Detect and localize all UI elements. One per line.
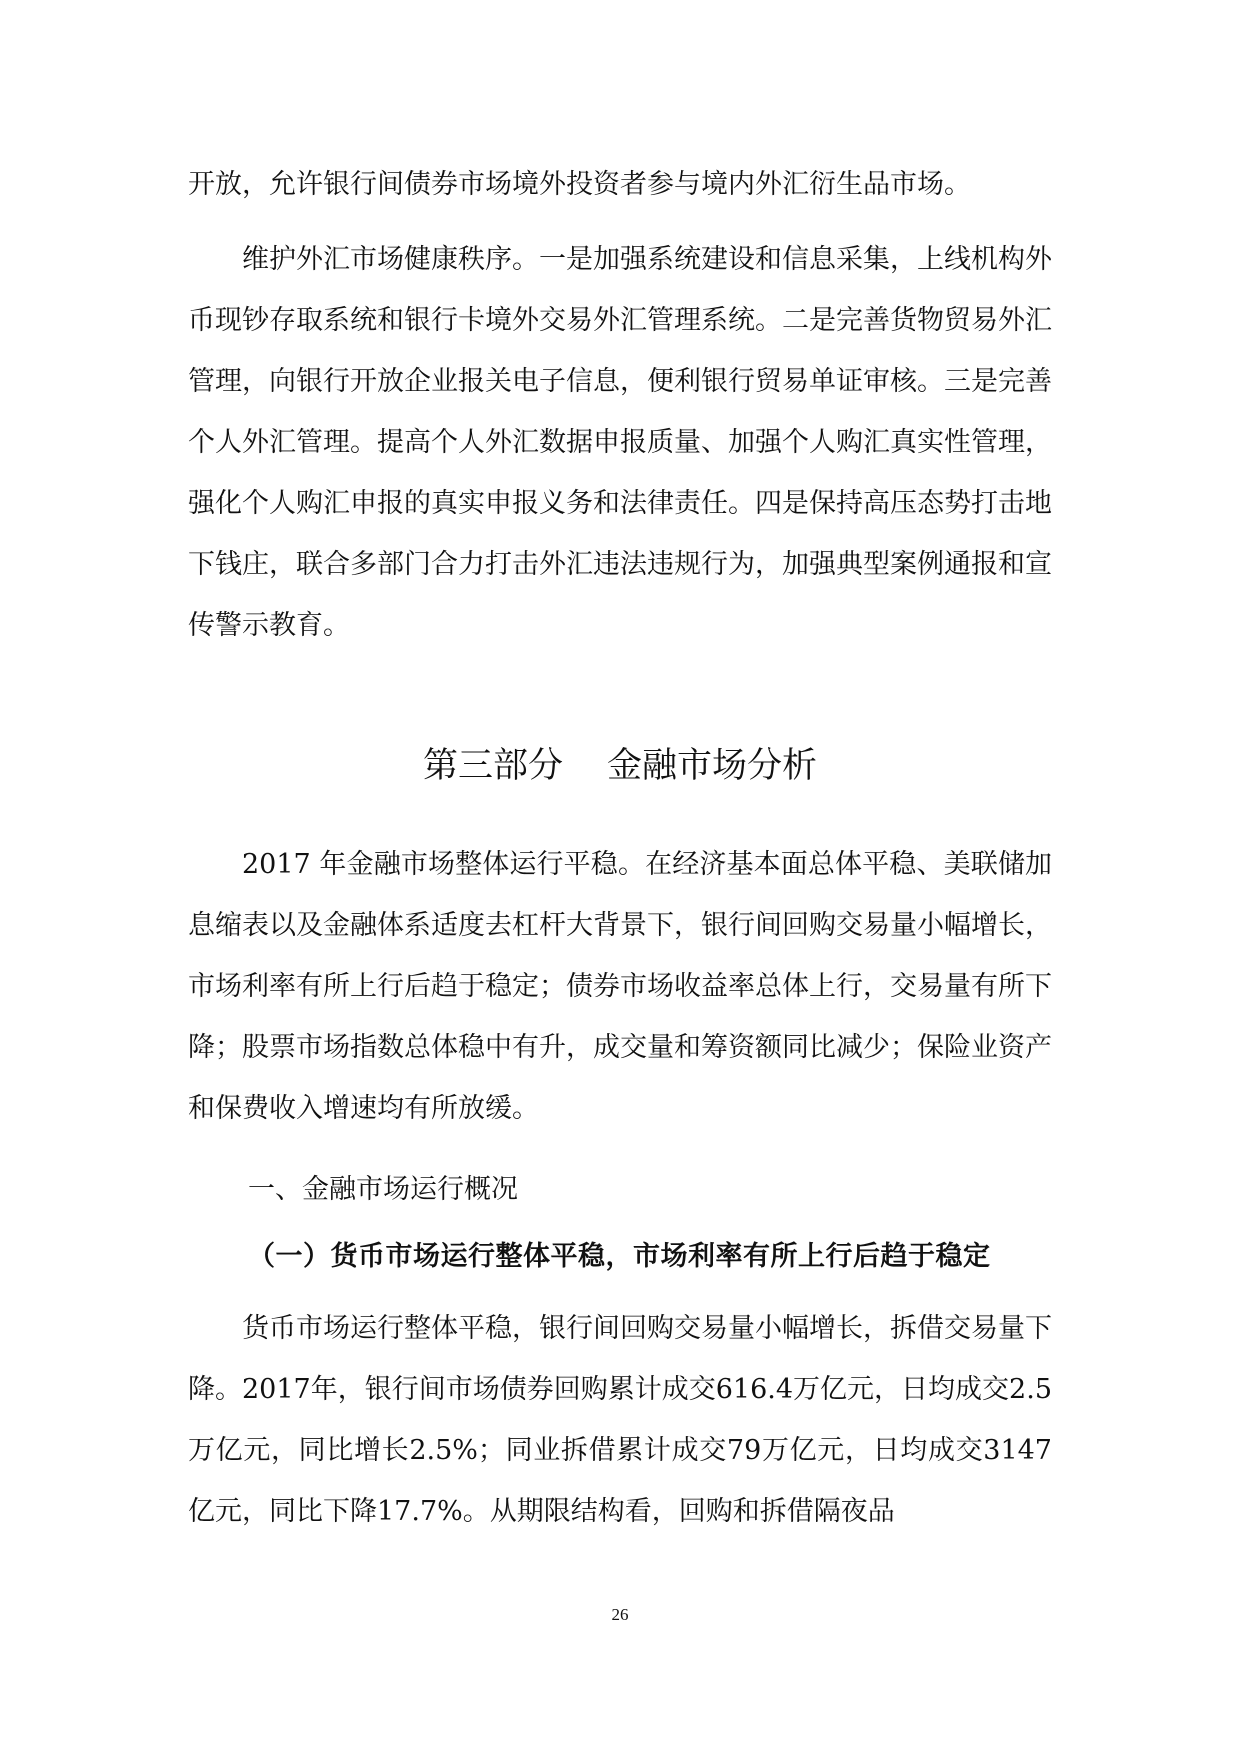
paragraph-money-market: 货币市场运行整体平稳，银行间回购交易量小幅增长，拆借交易量下降。2017年，银行间市场债券回购累计成交616.4万亿元，日均成交2.5万亿元，同比增长2.5%；同业拆借累计成交79万亿元，日均成交3147亿元，同比下降17.7%。从期限结构看，回购和拆借隔夜品 [188, 1313, 1052, 1527]
section-title-name: 金融市场分析 [607, 746, 818, 786]
paragraph-fx-market-order: 维护外汇市场健康秩序。一是加强系统建设和信息采集，上线机构外币现钞存取系统和银行卡境外交易外汇管理系统。二是完善货物贸易外汇管理，向银行开放企业报关电子信息，便利银行贸易单证审核。三是完善个人外汇管理。提高个人外汇数据申报质量、加强个人购汇真实性管理，强化个人购汇申报的真实申报义务和法律责任。四是保持高压态势打击地下钱庄，联合多部门合力打击外汇违法违规行为，加强典型案例通报和宣传警示教育。 [188, 244, 1052, 641]
paragraph-market-overview: 2017 年金融市场整体运行平稳。在经济基本面总体平稳、美联储加息缩表以及金融体系适度去杠杆大背景下，银行间回购交易量小幅增长，市场利率有所上行后趋于稳定；债券市场收益率总体上行，交易量有所下降；股票市场指数总体稳中有升，成交量和筹资额同比减少；保险业资产和保费收入增速均有所放缓。 [188, 849, 1052, 1124]
page-number: 26 [611, 1605, 629, 1624]
section-title [188, 736, 1052, 796]
paragraph-continuation: 开放，允许银行间债券市场境外投资者参与境内外汇衍生品市场。 [188, 169, 971, 200]
heading-level2: （一）货币市场运行整体平稳，市场利率有所上行后趋于稳定 [248, 1241, 991, 1272]
section-title-part: 第三部分 [422, 746, 563, 786]
heading-level1: 一、金融市场运行概况 [248, 1174, 518, 1205]
